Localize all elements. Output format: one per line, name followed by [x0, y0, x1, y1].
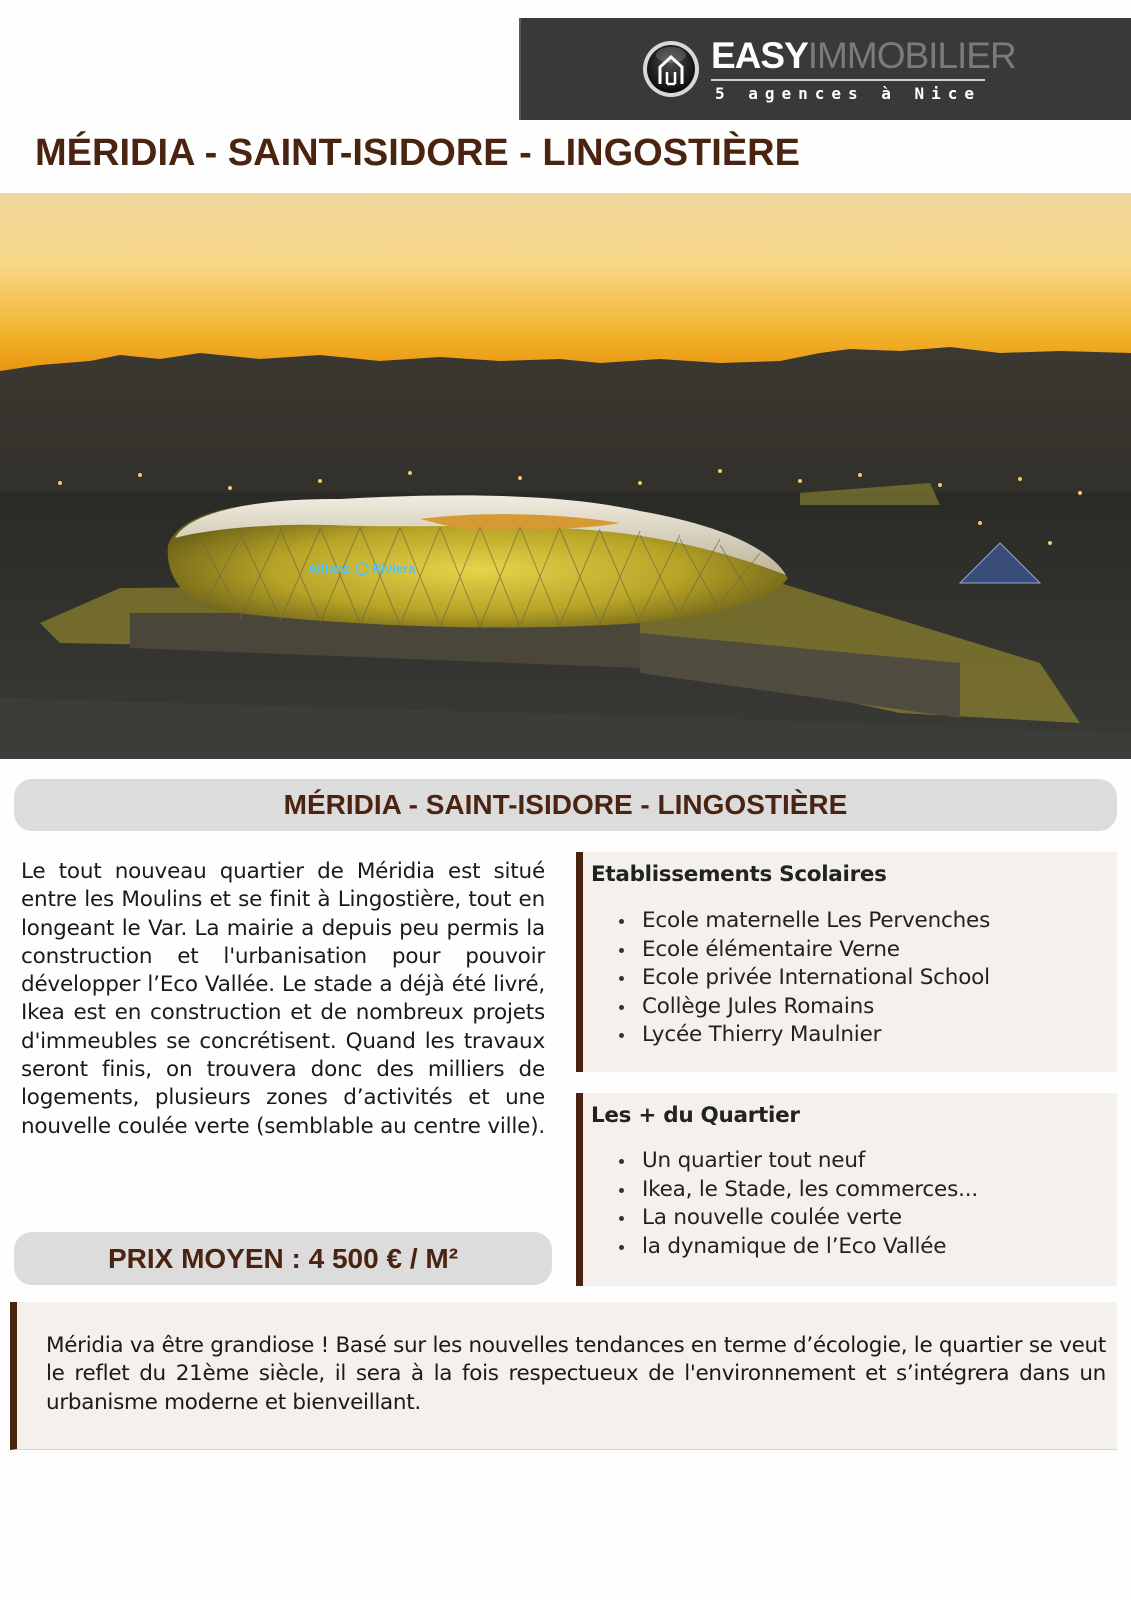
list-item	[619, 936, 990, 965]
hero-image	[0, 193, 1131, 759]
schools-heading: Etablissements Scolaires	[591, 862, 887, 887]
list-item	[619, 964, 990, 993]
summary-quote-box	[10, 1302, 1117, 1450]
list-item	[619, 1176, 978, 1205]
schools-list	[619, 907, 990, 1050]
list-item	[619, 1147, 978, 1176]
school-name: Collège Jules Romains	[642, 993, 875, 1019]
highlight-text: Ikea, le Stade, les commerces...	[642, 1176, 978, 1202]
bullet-icon	[619, 919, 624, 924]
house-logo-icon	[642, 40, 700, 98]
bullet-icon	[619, 1005, 624, 1010]
highlights-heading: Les + du Quartier	[591, 1103, 800, 1128]
list-item	[619, 1204, 978, 1233]
schools-box	[576, 852, 1117, 1072]
school-name: Lycée Thierry Maulnier	[642, 1022, 882, 1047]
bullet-icon	[619, 976, 624, 981]
brand-wordmark	[711, 36, 1016, 76]
brand-name-easy: EASY	[711, 35, 808, 76]
list-item	[619, 1021, 990, 1050]
neighborhood-description: Le tout nouveau quartier de Méridia est situé entre les Moulins et se finit à Lingostière, tout en longeant le Var. La mairie a depuis peu permis la construction et l'urbanisation pour pouvoir développer l’Eco Vallée. Le stade a déjà été livré, Ikea est en construction et de nombreux projets d'immeubles se concrétisent. Quand les travaux seront finis, on trouvera donc des milliers de logements, plusieurs zones d’activités et une nouvelle coulée verte (semblable au centre ville).	[21, 859, 546, 1139]
logo-divider	[711, 79, 985, 81]
school-name: Ecole maternelle Les Pervenches	[642, 908, 991, 933]
summary-quote-text: Méridia va être grandiose ! Basé sur les nouvelles tendances en terme d’écologie, le quartier se veut le reflet du 21ème siècle, il sera à la fois respectueux de l'environnement et s’intégrera dans un urbanisme moderne et bienveillant.	[46, 1333, 1106, 1415]
list-item	[619, 1233, 978, 1262]
bullet-icon	[619, 1245, 624, 1250]
highlight-text: Un quartier tout neuf	[642, 1148, 866, 1173]
logo-banner	[519, 18, 1131, 120]
highlight-text: la dynamique de l’Eco Vallée	[642, 1233, 947, 1259]
bullet-icon	[619, 1188, 624, 1193]
highlights-list	[619, 1147, 978, 1261]
highlight-text: La nouvelle coulée verte	[642, 1205, 902, 1230]
list-item	[619, 907, 990, 936]
list-item	[619, 993, 990, 1022]
bullet-icon	[619, 1033, 624, 1038]
brand-name-immobilier: IMMOBILIER	[807, 35, 1016, 76]
stadium-sign-allianz: Allianz	[308, 561, 350, 576]
average-price: PRIX MOYEN : 4 500 € / M²	[14, 1232, 552, 1285]
stadium-photo	[0, 193, 1131, 759]
school-name: Ecole élémentaire Verne	[642, 936, 900, 962]
section-title: MÉRIDIA - SAINT-ISIDORE - LINGOSTIÈRE	[14, 779, 1117, 831]
bullet-icon	[619, 948, 624, 953]
school-name: Ecole privée International School	[642, 965, 990, 990]
stadium-sign-riviera: Riviera	[372, 561, 416, 576]
brand-tagline: 5 agences à Nice	[714, 84, 982, 103]
page-title: MÉRIDIA - SAINT-ISIDORE - LINGOSTIÈRE	[35, 132, 800, 174]
bullet-icon	[619, 1216, 624, 1221]
highlights-box	[576, 1093, 1117, 1286]
bullet-icon	[619, 1159, 624, 1164]
